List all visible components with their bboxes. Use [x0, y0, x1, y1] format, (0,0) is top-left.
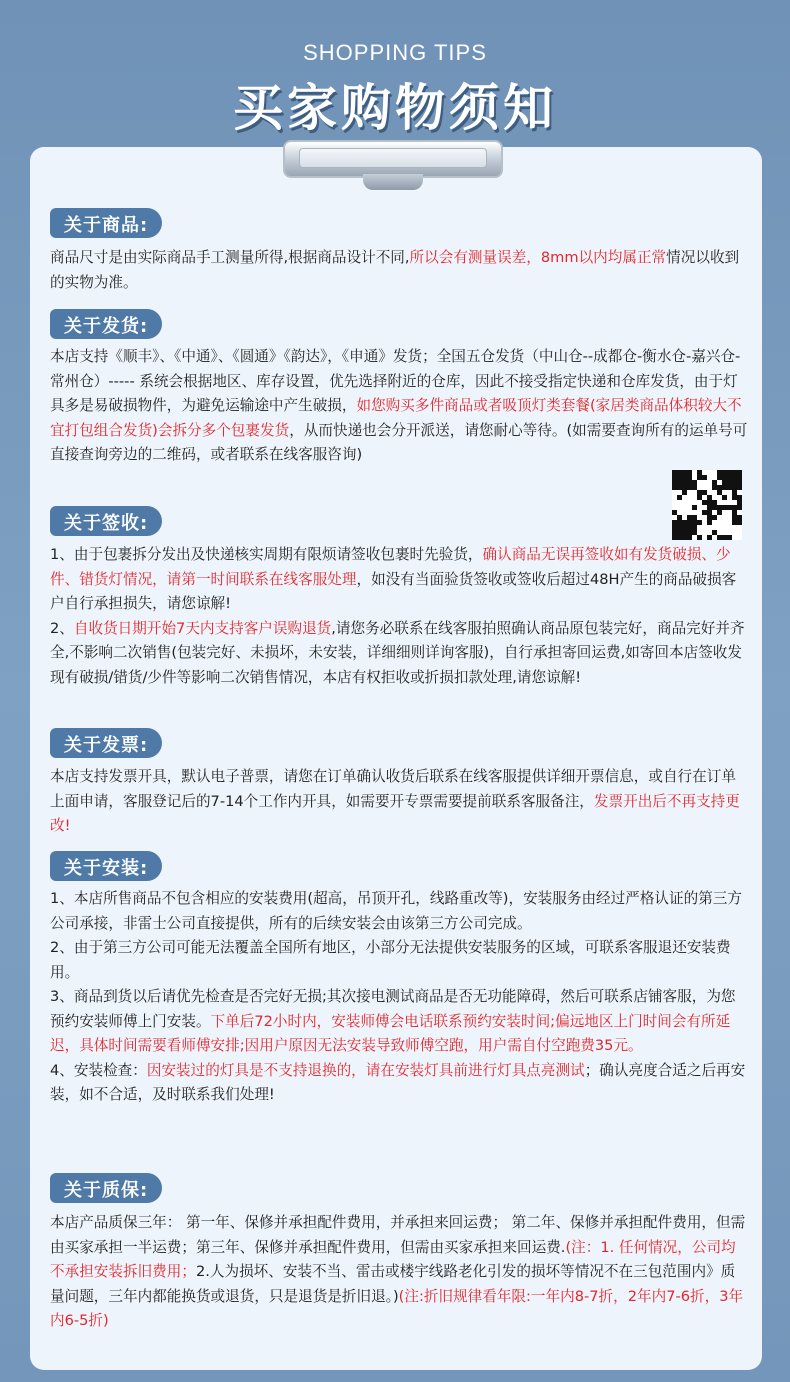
- product-highlight: 所以会有测量误差，8mm以内均属正常: [409, 249, 667, 266]
- section-tag-product: 关于商品:: [50, 208, 162, 238]
- section-tag-warranty: 关于质保:: [50, 1173, 162, 1203]
- install-item-2: 2、由于第三方公司可能无法覆盖全国所有地区，小部分无法提供安装服务的区域，可联系客服退还安装费用。: [50, 939, 731, 981]
- install-item-3-highlight: 下单后72小时内，安装师傅会电话联系预约安装时间;偏远地区上门时间会有所延迟，具体时间需要看师傅安排;因用户原因无法安装导致师傅空跑，用户需自付空跑费35元。: [50, 1012, 731, 1054]
- install-item-4-end: ；确认亮度合适之后再安装，如不合适，及时联系我们处理!: [50, 1061, 746, 1103]
- qr-code-icon[interactable]: [672, 470, 742, 540]
- receipt-item-2: 2、: [50, 619, 74, 637]
- section-text-product: [50, 246, 748, 295]
- section-text-shipping: [50, 345, 748, 468]
- shipping-text: 本店支持《顺丰》、《中通》、《圆通》《韵达》，《申通》发货；全国五仓发货（中山仓--成都仓-衡水仓-嘉兴仓-常州仓）----- 系统会根据地区、库存设置，优先选择附近的仓库，因此不接受指定快递和仓库发货，由于灯具多是易破损物件，为避免运输途中产生破损，: [50, 348, 741, 414]
- page-header: [0, 40, 790, 140]
- page-title: 买家购物须知: [233, 79, 557, 137]
- install-item-4: 4、安装检查：: [50, 1061, 147, 1079]
- receipt-item-1: 1、由于包裹拆分发出及快递核实周期有限烦请签收包裹时先验货，: [50, 546, 483, 563]
- shipping-highlight: 如您购买多件商品或者吸顶灯类套餐(家居类商品体积较大不宜打包组合发货)会拆分多个包裹发货: [50, 397, 742, 439]
- warranty-text: 本店产品质保三年： 第一年、保修并承担配件费用，并承担来回运费； 第二年、保修并承担配件费用，但需由买家承担一半运费；第三年、保修并承担配件费用，但需由买家承担来回运费.: [50, 1214, 746, 1256]
- receipt-item-2-highlight: 自收货日期开始7天内支持客户误购退货: [73, 619, 332, 637]
- install-item-1: 1、本店所售商品不包含相应的安装费用(超高，吊顶开孔，线路重改等)，安装服务由经过严格认证的第三方公司承接，非雷士公司直接提供，所有的后续安装会由该第三方公司完成。: [50, 890, 742, 932]
- page-subtitle: SHOPPING TIPS: [303, 40, 487, 65]
- section-text-install: [50, 887, 748, 1108]
- install-item-4-highlight: 因安装过的灯具是不支持退换的，请在安装灯具前进行灯具点亮测试: [146, 1061, 585, 1079]
- section-text-invoice: [50, 765, 748, 839]
- warranty-note-1: (注：1. 任何情况，公司均不承担安装拆旧费用；: [50, 1238, 736, 1280]
- section-tag-install: 关于安装:: [50, 851, 162, 881]
- section-tag-shipping: 关于发货:: [50, 309, 162, 339]
- section-tag-invoice: 关于发票:: [50, 728, 162, 758]
- section-text-receipt: [50, 543, 748, 690]
- warranty-text-2: 2.人为损坏、安装不当、雷击或楼宇线路老化引发的损坏等情况不在三包范围内》质量问题，三年内都能换货或退货，只是退货是折旧退。): [50, 1263, 736, 1305]
- section-tag-receipt: 关于签收:: [50, 506, 162, 536]
- invoice-highlight: 发票开出后不再支持更改!: [50, 792, 740, 834]
- invoice-text: 本店支持发票开具，默认电子普票，请您在订单确认收货后联系在线客服提供详细开票信息，或自行在订单上面申请，客服登记后的7-14个工作内开具，如需要开专票需要提前联系客服备注，: [50, 768, 736, 810]
- product-text-end: 情况以收到的实物为准。: [50, 249, 740, 291]
- shipping-text-end: ，从而快递也会分开派送，请您耐心等待。(如需要查询所有的运单号可直接查询旁边的二维码，或者联系在线客服咨询): [50, 421, 748, 463]
- install-item-3: 3、商品到货以后请优先检查是否完好无损;其次接电测试商品是否无功能障碍，然后可联系店铺客服，为您预约安装师傅上门安装。: [50, 988, 736, 1030]
- section-text-warranty: [50, 1211, 748, 1334]
- clipboard-clip-icon: [283, 140, 503, 192]
- product-text: 商品尺寸是由实际商品手工测量所得,根据商品设计不同,: [50, 249, 410, 266]
- receipt-item-1-end: ，如没有当面验货签收或签收后超过48H产生的商品破损客户自行承担损失，请您谅解!: [50, 570, 737, 612]
- warranty-note-2: (注:折旧规律看年限:一年内8-7折，2年内7-6折，3年内6-5折): [50, 1287, 744, 1329]
- receipt-item-1-highlight: 确认商品无误再签收如有发货破损、少件、错货灯情况，请第一时间联系在线客服处理: [50, 546, 731, 588]
- receipt-item-2-end: ,请您务必联系在线客服拍照确认商品原包装完好，商品完好并齐全,不影响二次销售(包装完好、未损坏，未安装，详细细则详询客服)，自行承担寄回运费,如寄回本店签收发现有破损/错货/少件等影响二次销售情况，本店有权拒收或折损扣款处理,请您谅解!: [50, 619, 745, 686]
